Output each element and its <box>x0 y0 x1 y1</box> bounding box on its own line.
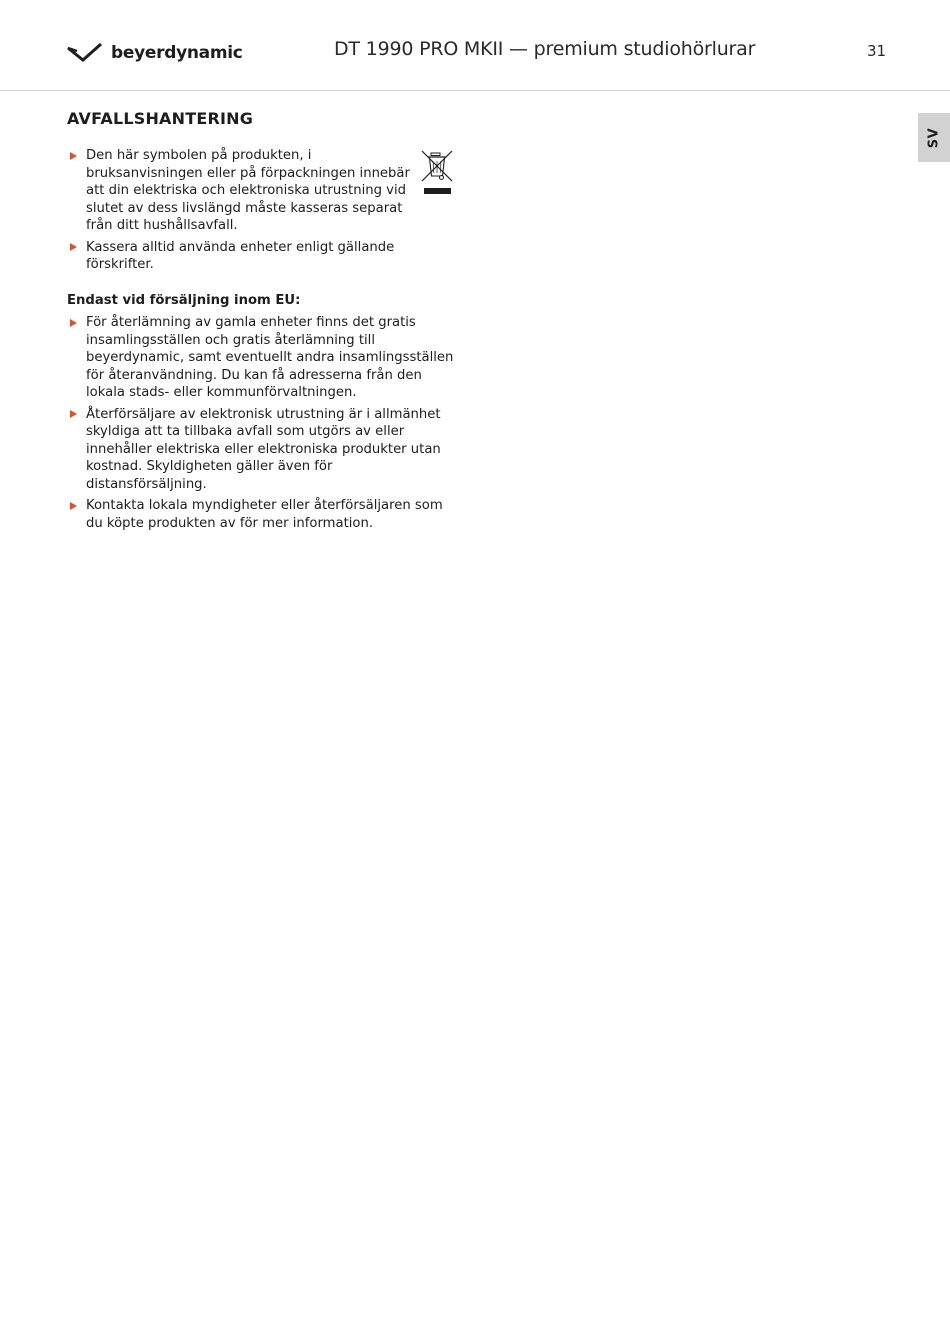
language-tab <box>918 113 950 162</box>
section-heading: AVFALLSHANTERING <box>67 109 254 128</box>
bullet-text: För återlämning av gamla enheter finns det gratis insamlingsställen och gratis återlämning till beyerdynamic, samt eventuellt andra insamlingsställen för återanvändning. Du kan få adresserna från den lokala stads- eller kommunförvaltningen. <box>86 315 454 400</box>
list-item <box>67 314 457 402</box>
eu-bullet-list <box>67 314 457 536</box>
page-header <box>0 0 950 91</box>
crossed-out-wheelie-bin-icon <box>420 148 454 197</box>
bullet-text: Den här symbolen på produkten, i bruksanvisningen eller på förpackningen innebär att din elektriska och elektroniska utrustning vid slutet av dess livslängd måste kasseras separat från ditt hushållsavfall. <box>86 148 410 233</box>
bullet-arrow-icon <box>70 152 77 160</box>
document-title: DT 1990 PRO MKII — premium studiohörlurar <box>334 38 756 60</box>
bullet-text: Kontakta lokala myndigheter eller återförsäljaren som du köpte produkten av för mer information. <box>86 498 443 531</box>
disposal-bullet-list <box>67 147 417 278</box>
list-item <box>67 147 417 235</box>
bullet-arrow-icon <box>70 243 77 251</box>
list-item <box>67 406 457 494</box>
eu-subheading: Endast vid försäljning inom EU: <box>67 293 301 308</box>
bullet-text: Kassera alltid använda enheter enligt gällande förskrifter. <box>86 239 395 272</box>
bullet-arrow-icon <box>70 319 77 327</box>
list-item <box>67 497 457 532</box>
list-item <box>67 239 417 274</box>
bullet-arrow-icon <box>70 502 77 510</box>
brand-name: beyerdynamic <box>111 43 243 63</box>
language-tab-label: SV <box>926 127 942 148</box>
page-number: 31 <box>867 42 887 60</box>
beyerdynamic-wing-icon <box>67 41 103 65</box>
brand-logo <box>67 40 243 66</box>
bullet-text: Återförsäljare av elektronisk utrustning är i allmänhet skyldiga att ta tillbaka avfall som utgörs av eller innehåller elektriska eller elektroniska produkter utan kostnad. Skyldigheten gäller även för distansförsäljning. <box>86 406 441 492</box>
bullet-arrow-icon <box>70 410 77 418</box>
